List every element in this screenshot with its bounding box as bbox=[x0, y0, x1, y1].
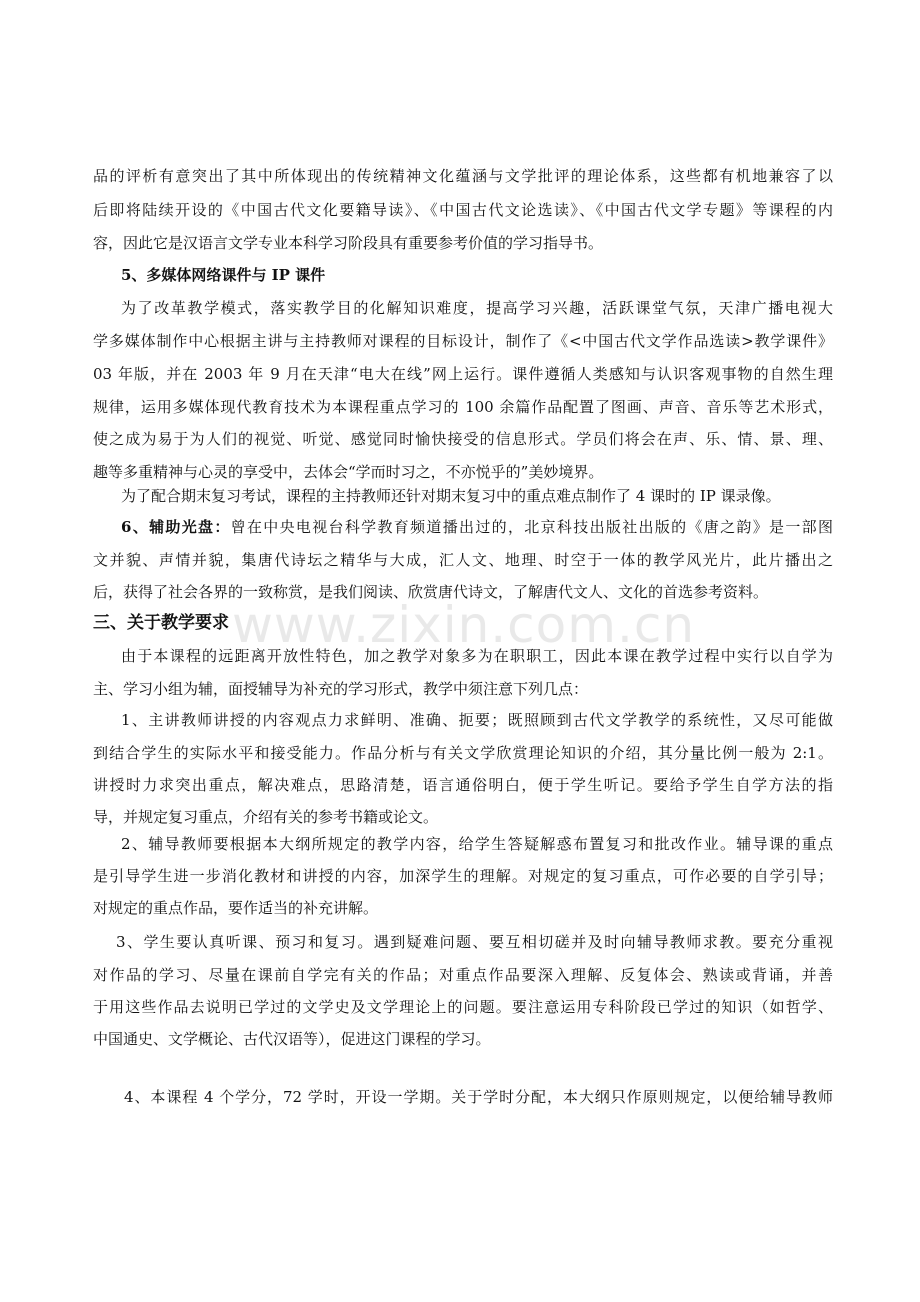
paragraph-line bbox=[121, 512, 833, 542]
paragraph-line: 规律，运用多媒体现代教育技术为本课程重点学习的 100 余篇作品配置了图画、声音、音乐等艺术形式， bbox=[93, 398, 833, 416]
section-label-6: 6、辅助光盘： bbox=[121, 518, 231, 536]
list-item-line: 1、主讲教师讲授的内容观点力求鲜明、准确、扼要；既照顾到古代文学教学的系统性，又尽可能做 bbox=[121, 711, 833, 729]
list-item-line: 导，并规定复习重点，介绍有关的参考书籍或论文。 bbox=[93, 808, 439, 826]
paragraph-text: 曾在中央电视台科学教育频道播出过的，北京科技出版社出版的《唐之韵》是一部图 bbox=[230, 518, 833, 536]
list-item-line: 到结合学生的实际水平和接受能力。作品分析与有关文学欣赏理论知识的介绍，其分量比例一般为 2:1。 bbox=[93, 744, 833, 762]
paragraph-line: 文并貌、声情并貌，集唐代诗坛之精华与大成，汇人文、地理、时空于一体的教学风光片，此片播出之 bbox=[93, 551, 833, 569]
paragraph-line: 容，因此它是汉语言文学专业本科学习阶段具有重要参考价值的学习指导书。 bbox=[93, 234, 604, 252]
list-item-line: 对规定的重点作品，要作适当的补充讲解。 bbox=[93, 899, 379, 917]
paragraph-line: 为了改革教学模式，落实教学目的化解知识难度，提高学习兴趣，活跃课堂气氛，天津广播电视大 bbox=[121, 299, 833, 317]
paragraph-line: 后即将陆续开设的《中国古代文化要籍导读》、《中国古代文论选读》、《中国古代文学专题》等课程的内 bbox=[93, 201, 833, 219]
list-item-line: 2、辅导教师要根据本大纲所规定的教学内容，给学生答疑解惑布置复习和批改作业。辅导课的重点 bbox=[121, 835, 833, 853]
paragraph-line: 03 年版，并在 2003 年 9 月在天津“电大在线”网上运行。课件遵循人类感知与认识客观事物的自然生理 bbox=[93, 365, 833, 383]
list-item-line: 4、本课程 4 个学分，72 学时，开设一学期。关于学时分配，本大纲只作原则规定，以便给辅导教师 bbox=[124, 1088, 833, 1106]
paragraph-line: 使之成为易于为人们的视觉、听觉、感觉同时愉快接受的信息形式。学员们将会在声、乐、情、景、理、 bbox=[93, 430, 833, 448]
paragraph-line: 学多媒体制作中心根据主讲与主持教师对课程的目标设计，制作了《<中国古代文学作品选读>教学课件》 bbox=[93, 332, 833, 350]
list-item-line: 对作品的学习、尽量在课前自学完有关的作品；对重点作品要深入理解、反复体会、熟读或背诵，并善 bbox=[93, 966, 833, 984]
watermark: www.zixin.com.cn bbox=[232, 596, 696, 654]
chapter-heading: 三、关于教学要求 bbox=[93, 613, 229, 633]
paragraph-line: 趣等多重精神与心灵的享受中，去体会“学而时习之，不亦悦乎的”美妙境界。 bbox=[93, 463, 604, 481]
paragraph-line: 为了配合期末复习考试，课程的主持教师还针对期末复习中的重点难点制作了 4 课时的 IP 课录像。 bbox=[121, 487, 781, 505]
list-item-line: 3、学生要认真听课、预习和复习。遇到疑难问题、要互相切磋并及时向辅导教师求教。要充分重视 bbox=[116, 933, 833, 951]
list-item-line: 于用这些作品去说明已学过的文学史及文学理论上的问题。要注意运用专科阶段已学过的知识（如哲学、 bbox=[93, 998, 833, 1016]
list-item-line: 中国通史、文学概论、古代汉语等），促进这门课程的学习。 bbox=[93, 1030, 491, 1048]
list-item-line: 讲授时力求突出重点，解决难点，思路清楚，语言通俗明白，便于学生听记。要给予学生自学方法的指 bbox=[93, 776, 833, 794]
paragraph-line: 由于本课程的远距离开放性特色，加之教学对象多为在职职工，因此本课在教学过程中实行以自学为 bbox=[121, 647, 833, 665]
paragraph-line: 主、学习小组为辅，面授辅导为补充的学习形式，教学中须注意下列几点： bbox=[93, 680, 589, 698]
list-item-line: 是引导学生进一步消化教材和讲授的内容，加深学生的理解。对规定的复习重点，可作必要的自学引导； bbox=[93, 867, 833, 885]
section-heading-5: 5、多媒体网络课件与 IP 课件 bbox=[121, 266, 326, 284]
paragraph-line: 后，获得了社会各界的一致称赏，是我们阅读、欣赏唐代诗文，了解唐代文人、文化的首选参考资料。 bbox=[93, 583, 769, 601]
paragraph-line: 品的评析有意突出了其中所体现出的传统精神文化蕴涵与文学批评的理论体系，这些都有机地兼容了以 bbox=[93, 167, 833, 185]
